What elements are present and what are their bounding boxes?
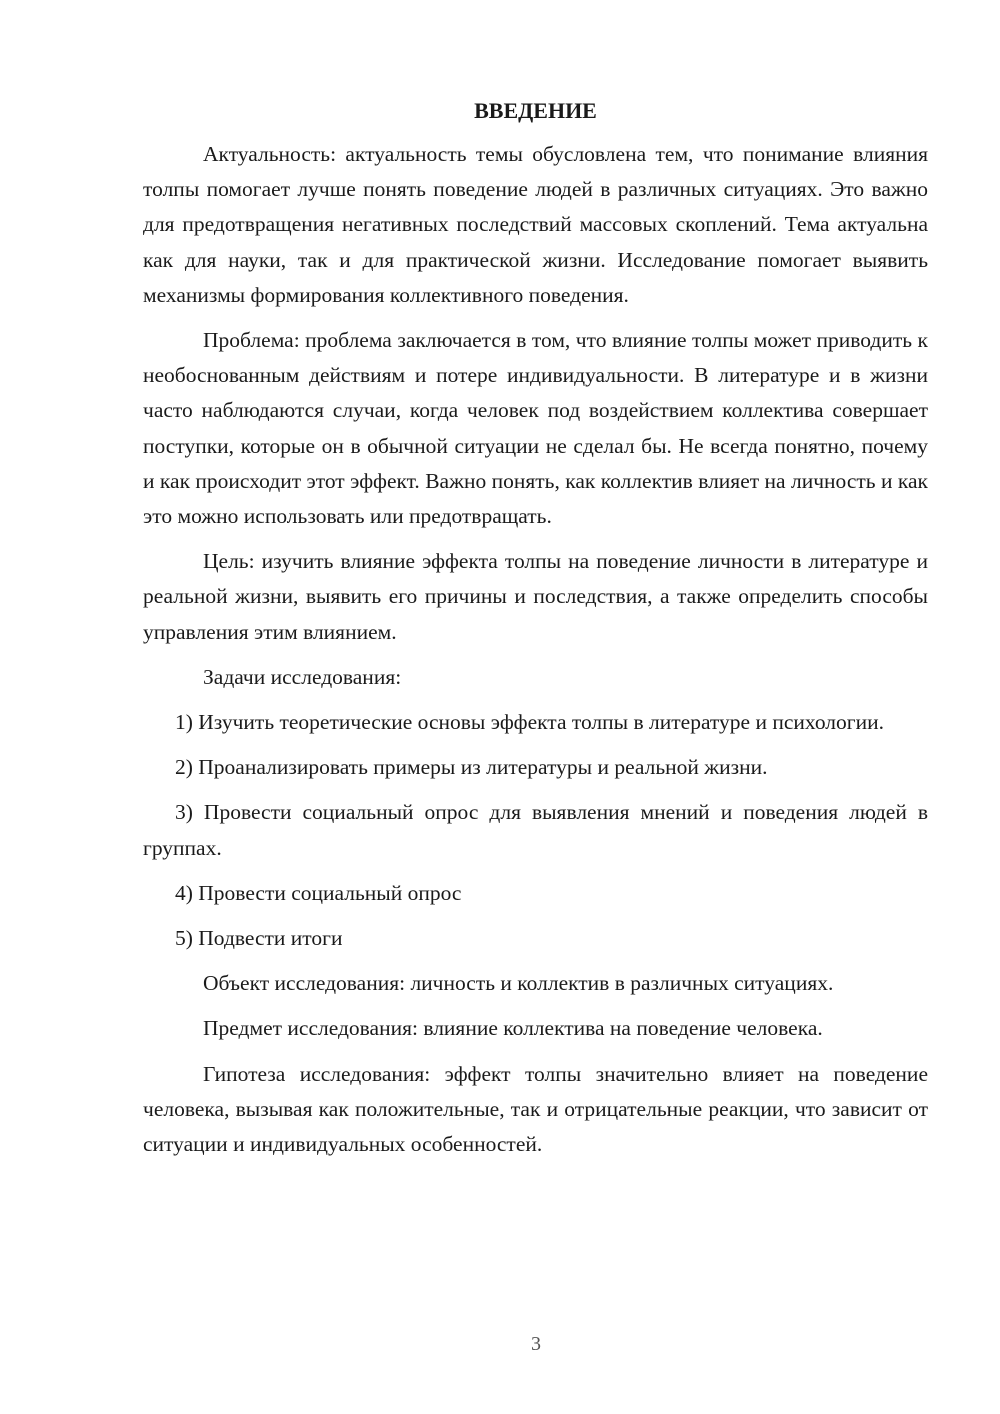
problem-paragraph: Проблема: проблема заключается в том, что влияние толпы может приводить к необоснованным действиям и потере индивидуальности. В литературе и в жизни часто наблюдаются случаи, когда человек под воздействием коллектива совершает поступки, которые он в обычной ситуации не сделал бы. Не всегда понятно, почему и как происходит этот эффект. Важно понять, как коллектив влияет на личность и как это можно использовать или предотвращать. <box>143 328 928 529</box>
object-paragraph: Объект исследования: личность и коллектив в различных ситуациях. <box>203 971 834 996</box>
task-item-3: 3) Провести социальный опрос для выявления мнений и поведения людей в группах. <box>143 800 928 860</box>
task-item-5: 5) Подвести итоги <box>175 926 343 951</box>
page-number: 3 <box>531 1333 541 1355</box>
goal-paragraph: Цель: изучить влияние эффекта толпы на поведение личности в литературе и реальной жизни, выявить его причины и последствия, а также определить способы управления этим влиянием. <box>143 549 928 644</box>
hypothesis-paragraph: Гипотеза исследования: эффект толпы значительно влияет на поведение человека, вызывая как положительные, так и отрицательные реакции, что зависит от ситуации и индивидуальных особенностей. <box>143 1061 928 1157</box>
section-title: ВВЕДЕНИЕ <box>474 98 597 123</box>
task-item-1: 1) Изучить теоретические основы эффекта толпы в литературе и психологии. <box>175 710 884 735</box>
task-item-4: 4) Провести социальный опрос <box>175 880 462 905</box>
document-page <box>143 95 928 1172</box>
task-item-2: 2) Проанализировать примеры из литературы и реальной жизни. <box>175 755 768 780</box>
subject-paragraph: Предмет исследования: влияние коллектива на поведение человека. <box>203 1016 823 1041</box>
relevance-paragraph: Актуальность: актуальность темы обусловлена тем, что понимание влияния толпы помогает лучше понять поведение людей в различных ситуациях. Это важно для предотвращения негативных последствий массовых скоплений. Тема актуальна как для науки, так и для практической жизни. Исследование помогает выявить механизмы формирования коллективного поведения. <box>143 142 928 307</box>
tasks-heading: Задачи исследования: <box>203 664 402 689</box>
